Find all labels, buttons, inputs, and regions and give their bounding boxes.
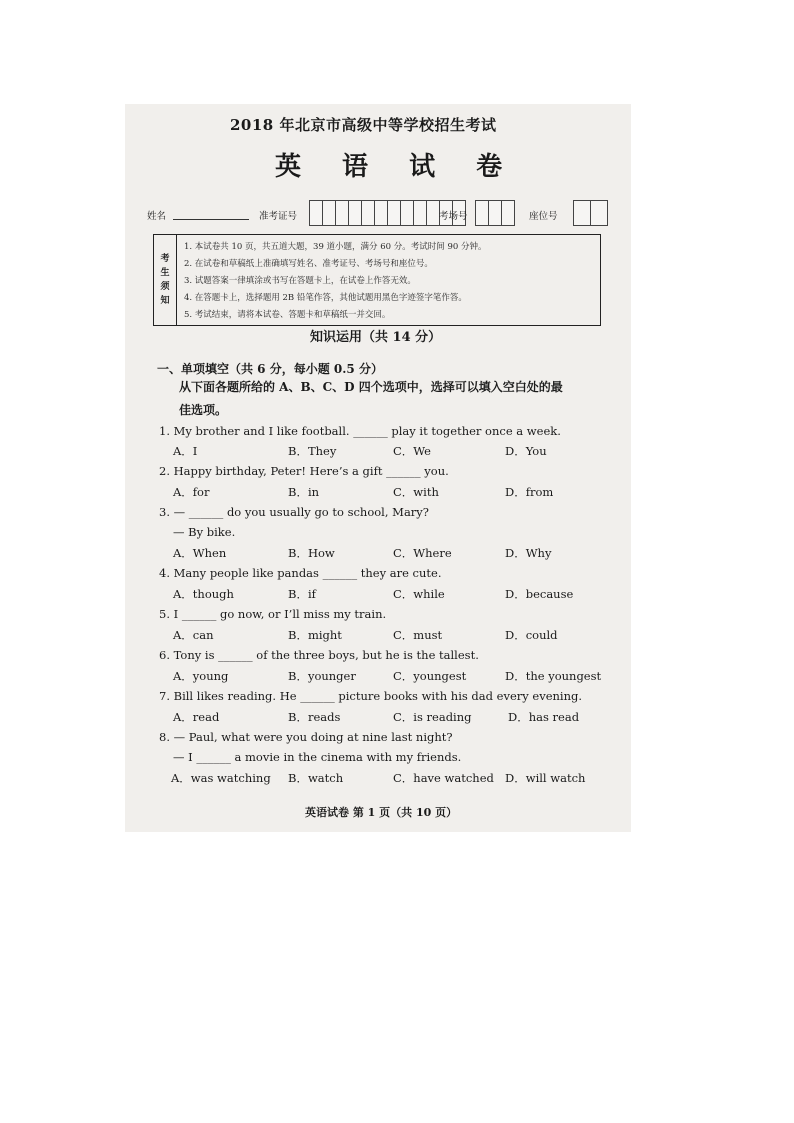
option-c[interactable]: C．is reading	[393, 710, 472, 724]
notice-side-label: 考 生 须 知	[154, 235, 177, 325]
option-a[interactable]: A．though	[173, 587, 234, 601]
option-c[interactable]: C．with	[393, 485, 439, 499]
notice-item: 4. 在答题卡上，选择题用 2B 铅笔作答，其他试题用黑色字迹签字笔作答。	[184, 293, 467, 303]
option-d[interactable]: D．will watch	[505, 771, 586, 785]
option-d[interactable]: D．Why	[505, 546, 552, 560]
notice-item: 2. 在试卷和草稿纸上准确填写姓名、准考证号、考场号和座位号。	[184, 259, 433, 269]
candidate-notice-box	[153, 234, 601, 326]
option-c[interactable]: C．while	[393, 587, 445, 601]
subject-title: 英 语 试 卷	[275, 152, 519, 182]
option-c[interactable]: C．Where	[393, 546, 452, 560]
seat-number-boxes[interactable]	[573, 200, 607, 226]
seat-label: 座位号	[529, 211, 558, 222]
exam-title: 2018 年北京市高级中等学校招生考试	[230, 116, 497, 134]
part-instruction: 佳选项。	[179, 403, 228, 417]
option-d[interactable]: D．could	[505, 628, 558, 642]
option-d[interactable]: D．You	[505, 444, 547, 458]
question-stem: 1. My brother and I like football. ______ play it together once a week.	[159, 424, 561, 438]
question-stem-answer: — I ______ a movie in the cinema with my friends.	[173, 750, 462, 764]
exam-page	[125, 104, 631, 832]
option-b[interactable]: B．How	[288, 546, 335, 560]
option-a[interactable]: A．was watching	[171, 771, 271, 785]
question-stem: 5. I ______ go now, or I’ll miss my train.	[159, 607, 387, 621]
option-a[interactable]: A．When	[173, 546, 227, 560]
option-d[interactable]: D．the youngest	[505, 669, 602, 683]
candidate-info-row	[147, 200, 627, 230]
question-stem: 3. — ______ do you usually go to school, Mary?	[159, 505, 429, 519]
option-c[interactable]: C．must	[393, 628, 443, 642]
admission-label: 准考证号	[259, 211, 298, 222]
option-a[interactable]: A．I	[173, 444, 198, 458]
room-label: 考场号	[439, 211, 468, 222]
question-stem: 6. Tony is ______ of the three boys, but he is the tallest.	[159, 648, 479, 662]
option-a[interactable]: A．read	[173, 710, 220, 724]
section-title: 知识运用（共 14 分）	[310, 330, 442, 345]
name-label: 姓名	[147, 211, 167, 222]
option-d[interactable]: D．because	[505, 587, 574, 601]
part-instruction: 从下面各题所给的 A、B、C、D 四个选项中，选择可以填入空白处的最	[179, 380, 563, 394]
option-a[interactable]: A．can	[173, 628, 214, 642]
option-b[interactable]: B．watch	[288, 771, 344, 785]
option-b[interactable]: B．in	[288, 485, 320, 499]
question-stem: 8. — Paul, what were you doing at nine last night?	[159, 730, 453, 744]
question-stem-answer: — By bike.	[173, 525, 236, 539]
notice-item: 1. 本试卷共 10 页，共五道大题，39 道小题，满分 60 分。考试时间 90 分钟。	[184, 242, 487, 252]
notice-item: 5. 考试结束，请将本试卷、答题卡和草稿纸一并交回。	[184, 310, 391, 320]
name-field[interactable]	[173, 218, 249, 220]
option-c[interactable]: C．youngest	[393, 669, 467, 683]
option-b[interactable]: B．reads	[288, 710, 341, 724]
option-b[interactable]: B．younger	[288, 669, 356, 683]
option-c[interactable]: C．We	[393, 444, 431, 458]
option-c[interactable]: C．have watched	[393, 771, 494, 785]
part-heading: 一、单项填空（共 6 分，每小题 0.5 分）	[157, 362, 383, 376]
question-stem: 2. Happy birthday, Peter! Here’s a gift ______ you.	[159, 464, 449, 478]
option-a[interactable]: A．young	[173, 669, 229, 683]
option-d[interactable]: D．has read	[508, 710, 580, 724]
question-stem: 4. Many people like pandas ______ they are cute.	[159, 566, 442, 580]
option-a[interactable]: A．for	[173, 485, 210, 499]
room-number-boxes[interactable]	[475, 200, 514, 226]
question-stem: 7. Bill likes reading. He ______ picture books with his dad every evening.	[159, 689, 583, 703]
option-d[interactable]: D．from	[505, 485, 554, 499]
notice-item: 3. 试题答案一律填涂或书写在答题卡上，在试卷上作答无效。	[184, 276, 416, 286]
page-footer: 英语试卷 第 1 页（共 10 页）	[305, 806, 458, 819]
option-b[interactable]: B．They	[288, 444, 337, 458]
option-b[interactable]: B．if	[288, 587, 316, 601]
option-b[interactable]: B．might	[288, 628, 342, 642]
